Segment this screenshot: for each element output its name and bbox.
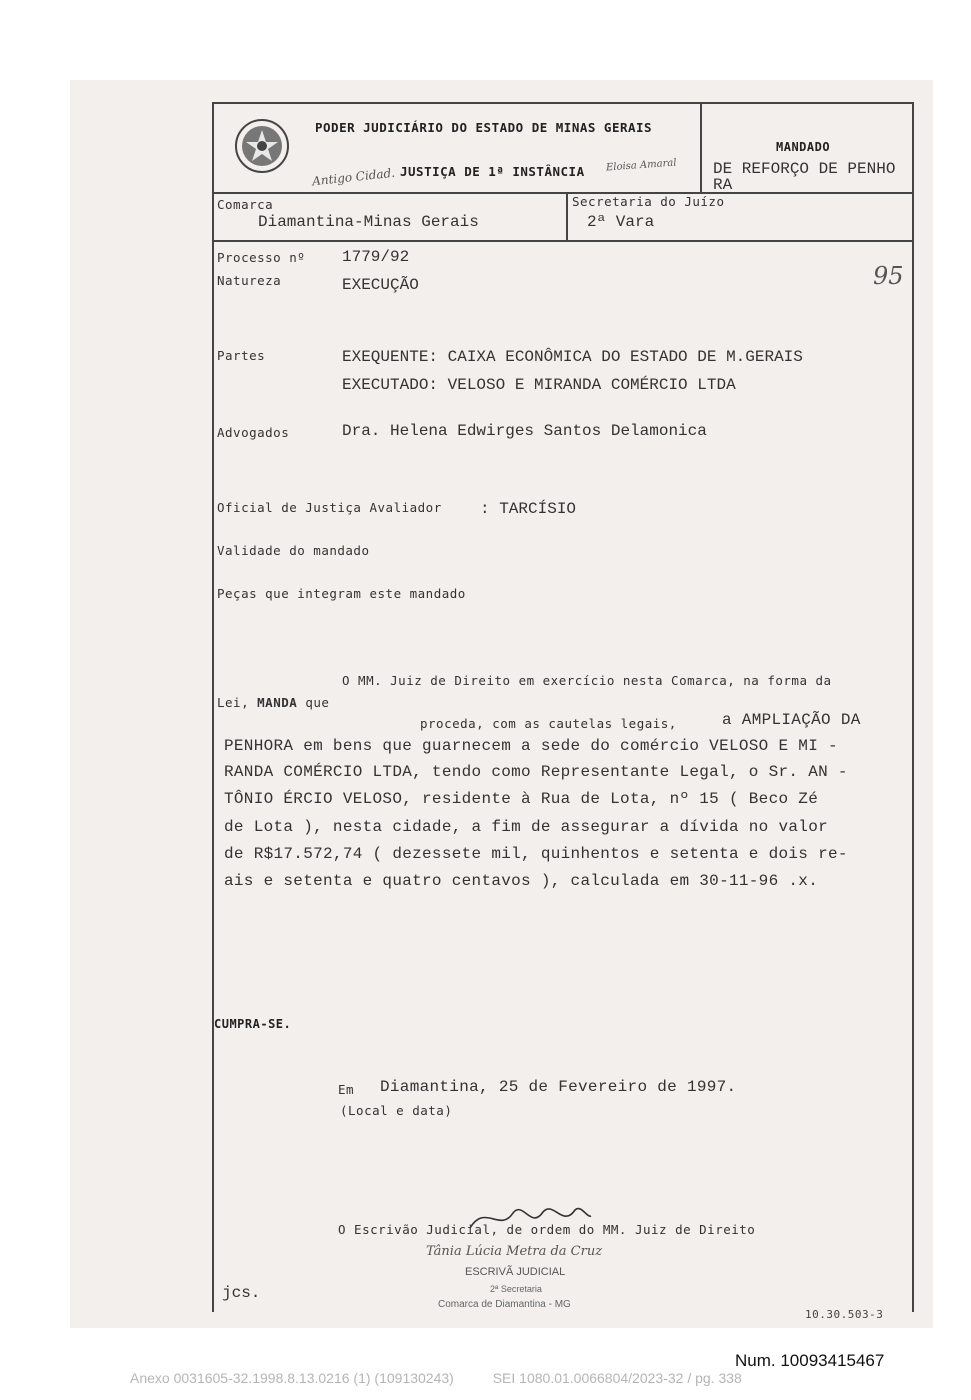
comarca-divider-vertical (566, 192, 568, 240)
processo-value: 1779/92 (342, 248, 410, 266)
stamp-secretaria: 2ª Secretaria (490, 1284, 542, 1294)
instance-title: JUSTIÇA DE 1ª INSTÂNCIA (400, 164, 585, 179)
processo-label: Processo nº (217, 250, 306, 265)
advogados-value: Dra. Helena Edwirges Santos Delamonica (342, 422, 707, 440)
order-line-4: de Lota ), nesta cidade, a fim de assegurar a dívida no valor (224, 818, 828, 836)
order-line-1: PENHORA em bens que guarnecem a sede do comércio VELOSO E MI - (224, 737, 838, 755)
doc-type-label: MANDADO (776, 140, 831, 154)
institution-title: PODER JUDICIÁRIO DO ESTADO DE MINAS GERAIS (315, 120, 653, 135)
order-line-3: TÔNIO ÉRCIO VELOSO, residente à Rua de Lota, nº 15 ( Beco Zé (224, 790, 819, 808)
escrivao-line: O Escrivão Judicial, de ordem do MM. Juiz de Direito (338, 1222, 756, 1237)
form-code: 10.30.503-3 (805, 1308, 884, 1321)
order-manda: MANDA (257, 695, 298, 710)
comarca-divider-horizontal (212, 240, 913, 242)
frame-right-border (912, 102, 914, 1312)
local-data-value: Diamantina, 25 de Fevereiro de 1997. (380, 1078, 737, 1096)
coat-of-arms-icon (232, 116, 292, 176)
order-lei-line (217, 695, 329, 710)
executado-line: EXECUTADO: VELOSO E MIRANDA COMÉRCIO LTDA (342, 376, 736, 394)
stamp-comarca: Comarca de Diamantina - MG (438, 1299, 571, 1310)
stamp-name: Tânia Lúcia Metra da Cruz (426, 1244, 603, 1259)
local-data-caption: (Local e data) (340, 1103, 453, 1118)
stamp-title: ESCRIVÃ JUDICIAL (465, 1266, 566, 1278)
natureza-value: EXECUÇÃO (342, 276, 419, 294)
comarca-label: Comarca (217, 197, 274, 212)
pecas-label: Peças que integram este mandado (217, 586, 466, 601)
handwritten-annotation-right: Eloisa Amaral (605, 157, 677, 174)
cumpra-se: CUMPRA-SE. (214, 1017, 292, 1031)
local-em: Em (338, 1082, 355, 1097)
page-mark: 95 (873, 262, 904, 290)
oficial-label: Oficial de Justiça Avaliador (217, 500, 442, 515)
order-que: que (305, 695, 330, 710)
doc-type-line2: RA (713, 176, 733, 194)
exequente-line: EXEQUENTE: CAIXA ECONÔMICA DO ESTADO DE M.GERAIS (342, 348, 803, 366)
frame-left-border (212, 102, 214, 1312)
initials: jcs. (222, 1284, 261, 1302)
footer-reference: Anexo 0031605-32.1998.8.13.0216 (1) (109130243) SEI 1080.01.0066804/2023-32 / pg. 338 (130, 1370, 742, 1386)
partes-label: Partes (217, 348, 266, 363)
handwritten-annotation: Antigo Cidad. (311, 165, 396, 189)
order-proceda: proceda, com as cautelas legais, (420, 716, 677, 731)
doc-type-line1: DE REFORÇO DE PENHO (713, 160, 896, 178)
oficial-value: : TARCÍSIO (480, 500, 577, 518)
document-number: Num. 10093415467 (735, 1351, 885, 1370)
order-line-2: RANDA COMÉRCIO LTDA, tendo como Representante Legal, o Sr. AN - (224, 763, 848, 781)
order-intro: O MM. Juiz de Direito em exercício nesta Comarca, na forma da (342, 673, 832, 688)
order-lei: Lei, (217, 695, 250, 710)
frame-top-border (212, 102, 913, 104)
header-divider-horizontal (212, 192, 913, 194)
validade-label: Validade do mandado (217, 543, 370, 558)
advogados-label: Advogados (217, 425, 290, 440)
secretaria-label: Secretaria do Juízo (572, 194, 725, 209)
header-divider-vertical (700, 102, 702, 192)
secretaria-value: 2ª Vara (587, 213, 655, 231)
document-sheet (70, 80, 933, 1328)
order-line-5: de R$17.572,74 ( dezessete mil, quinhentos e setenta e dois re- (224, 845, 848, 863)
comarca-value: Diamantina-Minas Gerais (258, 213, 479, 231)
natureza-label: Natureza (217, 273, 282, 288)
order-line-0: a AMPLIAÇÃO DA (722, 711, 861, 729)
order-line-6: ais e setenta e quatro centavos ), calculada em 30-11-96 .x. (224, 872, 819, 890)
